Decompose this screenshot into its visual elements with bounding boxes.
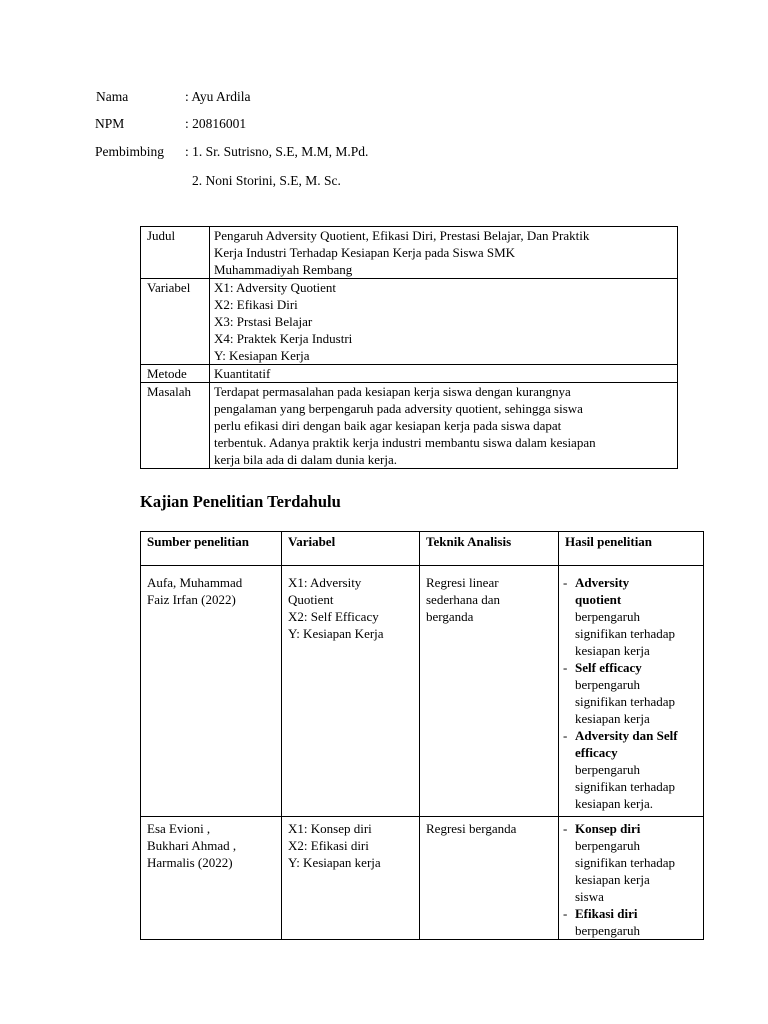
masalah-line: pengalaman yang berpengaruh pada adversity quotient, sehingga siswa [214, 401, 583, 416]
dash-icon: - [563, 660, 568, 675]
hasil-cell [559, 566, 704, 817]
metode-label: Metode [141, 365, 210, 383]
hasil-desc: signifikan terhadap [575, 694, 675, 709]
masalah-line: Terdapat permasalahan pada kesiapan kerja siswa dengan kurangnya [214, 384, 571, 399]
variabel-line: Quotient [288, 592, 334, 607]
masalah-value [210, 383, 678, 469]
variabel-line: X1: Konsep diri [288, 821, 372, 836]
variabel-line: X3: Prstasi Belajar [214, 314, 313, 329]
variabel-line: Y: Kesiapan Kerja [214, 348, 310, 363]
variabel-line: X1: Adversity [288, 575, 362, 590]
nama-label: Nama [96, 89, 129, 104]
hasil-title: Efikasi diri [575, 906, 638, 921]
variabel-value [210, 279, 678, 365]
research-summary-table [140, 226, 678, 469]
sumber-cell [141, 817, 282, 940]
header-hasil: Hasil penelitian [559, 532, 704, 566]
variabel-cell [282, 566, 420, 817]
masalah-label: Masalah [141, 383, 210, 469]
judul-line: Kerja Industri Terhadap Kesiapan Kerja pada Siswa SMK [214, 245, 516, 260]
hasil-desc: signifikan terhadap [575, 626, 675, 641]
sumber-line: Esa Evioni , [147, 821, 211, 836]
hasil-cell [559, 817, 704, 940]
judul-row [141, 227, 678, 279]
metode-row [141, 365, 678, 383]
hasil-item [563, 727, 697, 812]
pembimbing-label: Pembimbing [95, 144, 165, 159]
header-variabel: Variabel [282, 532, 420, 566]
teknik-cell [420, 817, 559, 940]
pembimbing-value-2: 2. Noni Storini, S.E, M. Sc. [192, 173, 341, 188]
variabel-line: X1: Adversity Quotient [214, 280, 337, 295]
hasil-desc: berpengaruh [575, 923, 640, 938]
hasil-desc: kesiapan kerja. [575, 796, 653, 811]
hasil-title: Self efficacy [575, 660, 642, 675]
table-header-row [141, 532, 704, 566]
hasil-desc: berpengaruh [575, 677, 640, 692]
nama-value: : Ayu Ardila [185, 89, 251, 104]
hasil-title: efficacy [575, 745, 618, 760]
pembimbing-value-1: : 1. Sr. Sutrisno, S.E, M.M, M.Pd. [185, 144, 369, 159]
hasil-desc: kesiapan kerja [575, 711, 650, 726]
dash-icon: - [563, 906, 568, 921]
hasil-item [563, 820, 697, 905]
variabel-line: X2: Self Efficacy [288, 609, 379, 624]
variabel-line: Y: Kesiapan Kerja [288, 626, 384, 641]
teknik-line: berganda [426, 609, 474, 624]
variabel-label: Variabel [141, 279, 210, 365]
sumber-line: Faiz Irfan (2022) [147, 592, 236, 607]
sumber-line: Bukhari Ahmad , [147, 838, 237, 853]
table-row [141, 817, 704, 940]
judul-line: Pengaruh Adversity Quotient, Efikasi Diri, Prestasi Belajar, Dan Praktik [214, 228, 590, 243]
hasil-title: Konsep diri [575, 821, 641, 836]
dash-icon: - [563, 728, 568, 743]
dash-icon: - [563, 821, 568, 836]
hasil-item [563, 659, 697, 727]
judul-value [210, 227, 678, 279]
judul-label: Judul [141, 227, 210, 279]
teknik-line: Regresi berganda [426, 821, 517, 836]
variabel-line: Y: Kesiapan kerja [288, 855, 381, 870]
npm-value: : 20816001 [185, 116, 247, 131]
sumber-cell [141, 566, 282, 817]
variabel-row [141, 279, 678, 365]
dash-icon: - [563, 575, 568, 590]
hasil-item [563, 905, 697, 939]
hasil-title: Adversity dan Self [575, 728, 678, 743]
variabel-line: X2: Efikasi diri [288, 838, 369, 853]
judul-line: Muhammadiyah Rembang [214, 262, 353, 277]
masalah-line: kerja bila ada di dalam dunia kerja. [214, 452, 398, 467]
variabel-line: X2: Efikasi Diri [214, 297, 298, 312]
npm-label: NPM [95, 116, 125, 131]
hasil-desc: signifikan terhadap [575, 779, 675, 794]
variabel-line: X4: Praktek Kerja Industri [214, 331, 353, 346]
header-sumber: Sumber penelitian [141, 532, 282, 566]
header-teknik: Teknik Analisis [420, 532, 559, 566]
hasil-title: quotient [575, 592, 622, 607]
hasil-desc: berpengaruh [575, 838, 640, 853]
masalah-line: perlu efikasi diri dengan baik agar kesiapan kerja pada siswa dapat [214, 418, 562, 433]
table-row [141, 566, 704, 817]
teknik-cell [420, 566, 559, 817]
hasil-desc: kesiapan kerja [575, 643, 650, 658]
teknik-line: Regresi linear [426, 575, 499, 590]
hasil-desc: signifikan terhadap [575, 855, 675, 870]
hasil-desc: berpengaruh [575, 762, 640, 777]
masalah-line: terbentuk. Adanya praktik kerja industri membantu siswa dalam kesiapan [214, 435, 596, 450]
hasil-desc: berpengaruh [575, 609, 640, 624]
variabel-cell [282, 817, 420, 940]
hasil-desc: kesiapan kerja [575, 872, 650, 887]
hasil-item [563, 574, 697, 659]
section-title: Kajian Penelitian Terdahulu [140, 492, 341, 511]
prior-research-table [140, 531, 704, 940]
sumber-line: Aufa, Muhammad [147, 575, 243, 590]
hasil-title: Adversity [575, 575, 630, 590]
hasil-desc: siswa [575, 889, 604, 904]
masalah-row [141, 383, 678, 469]
teknik-line: sederhana dan [426, 592, 500, 607]
sumber-line: Harmalis (2022) [147, 855, 233, 870]
metode-value: Kuantitatif [210, 365, 678, 383]
